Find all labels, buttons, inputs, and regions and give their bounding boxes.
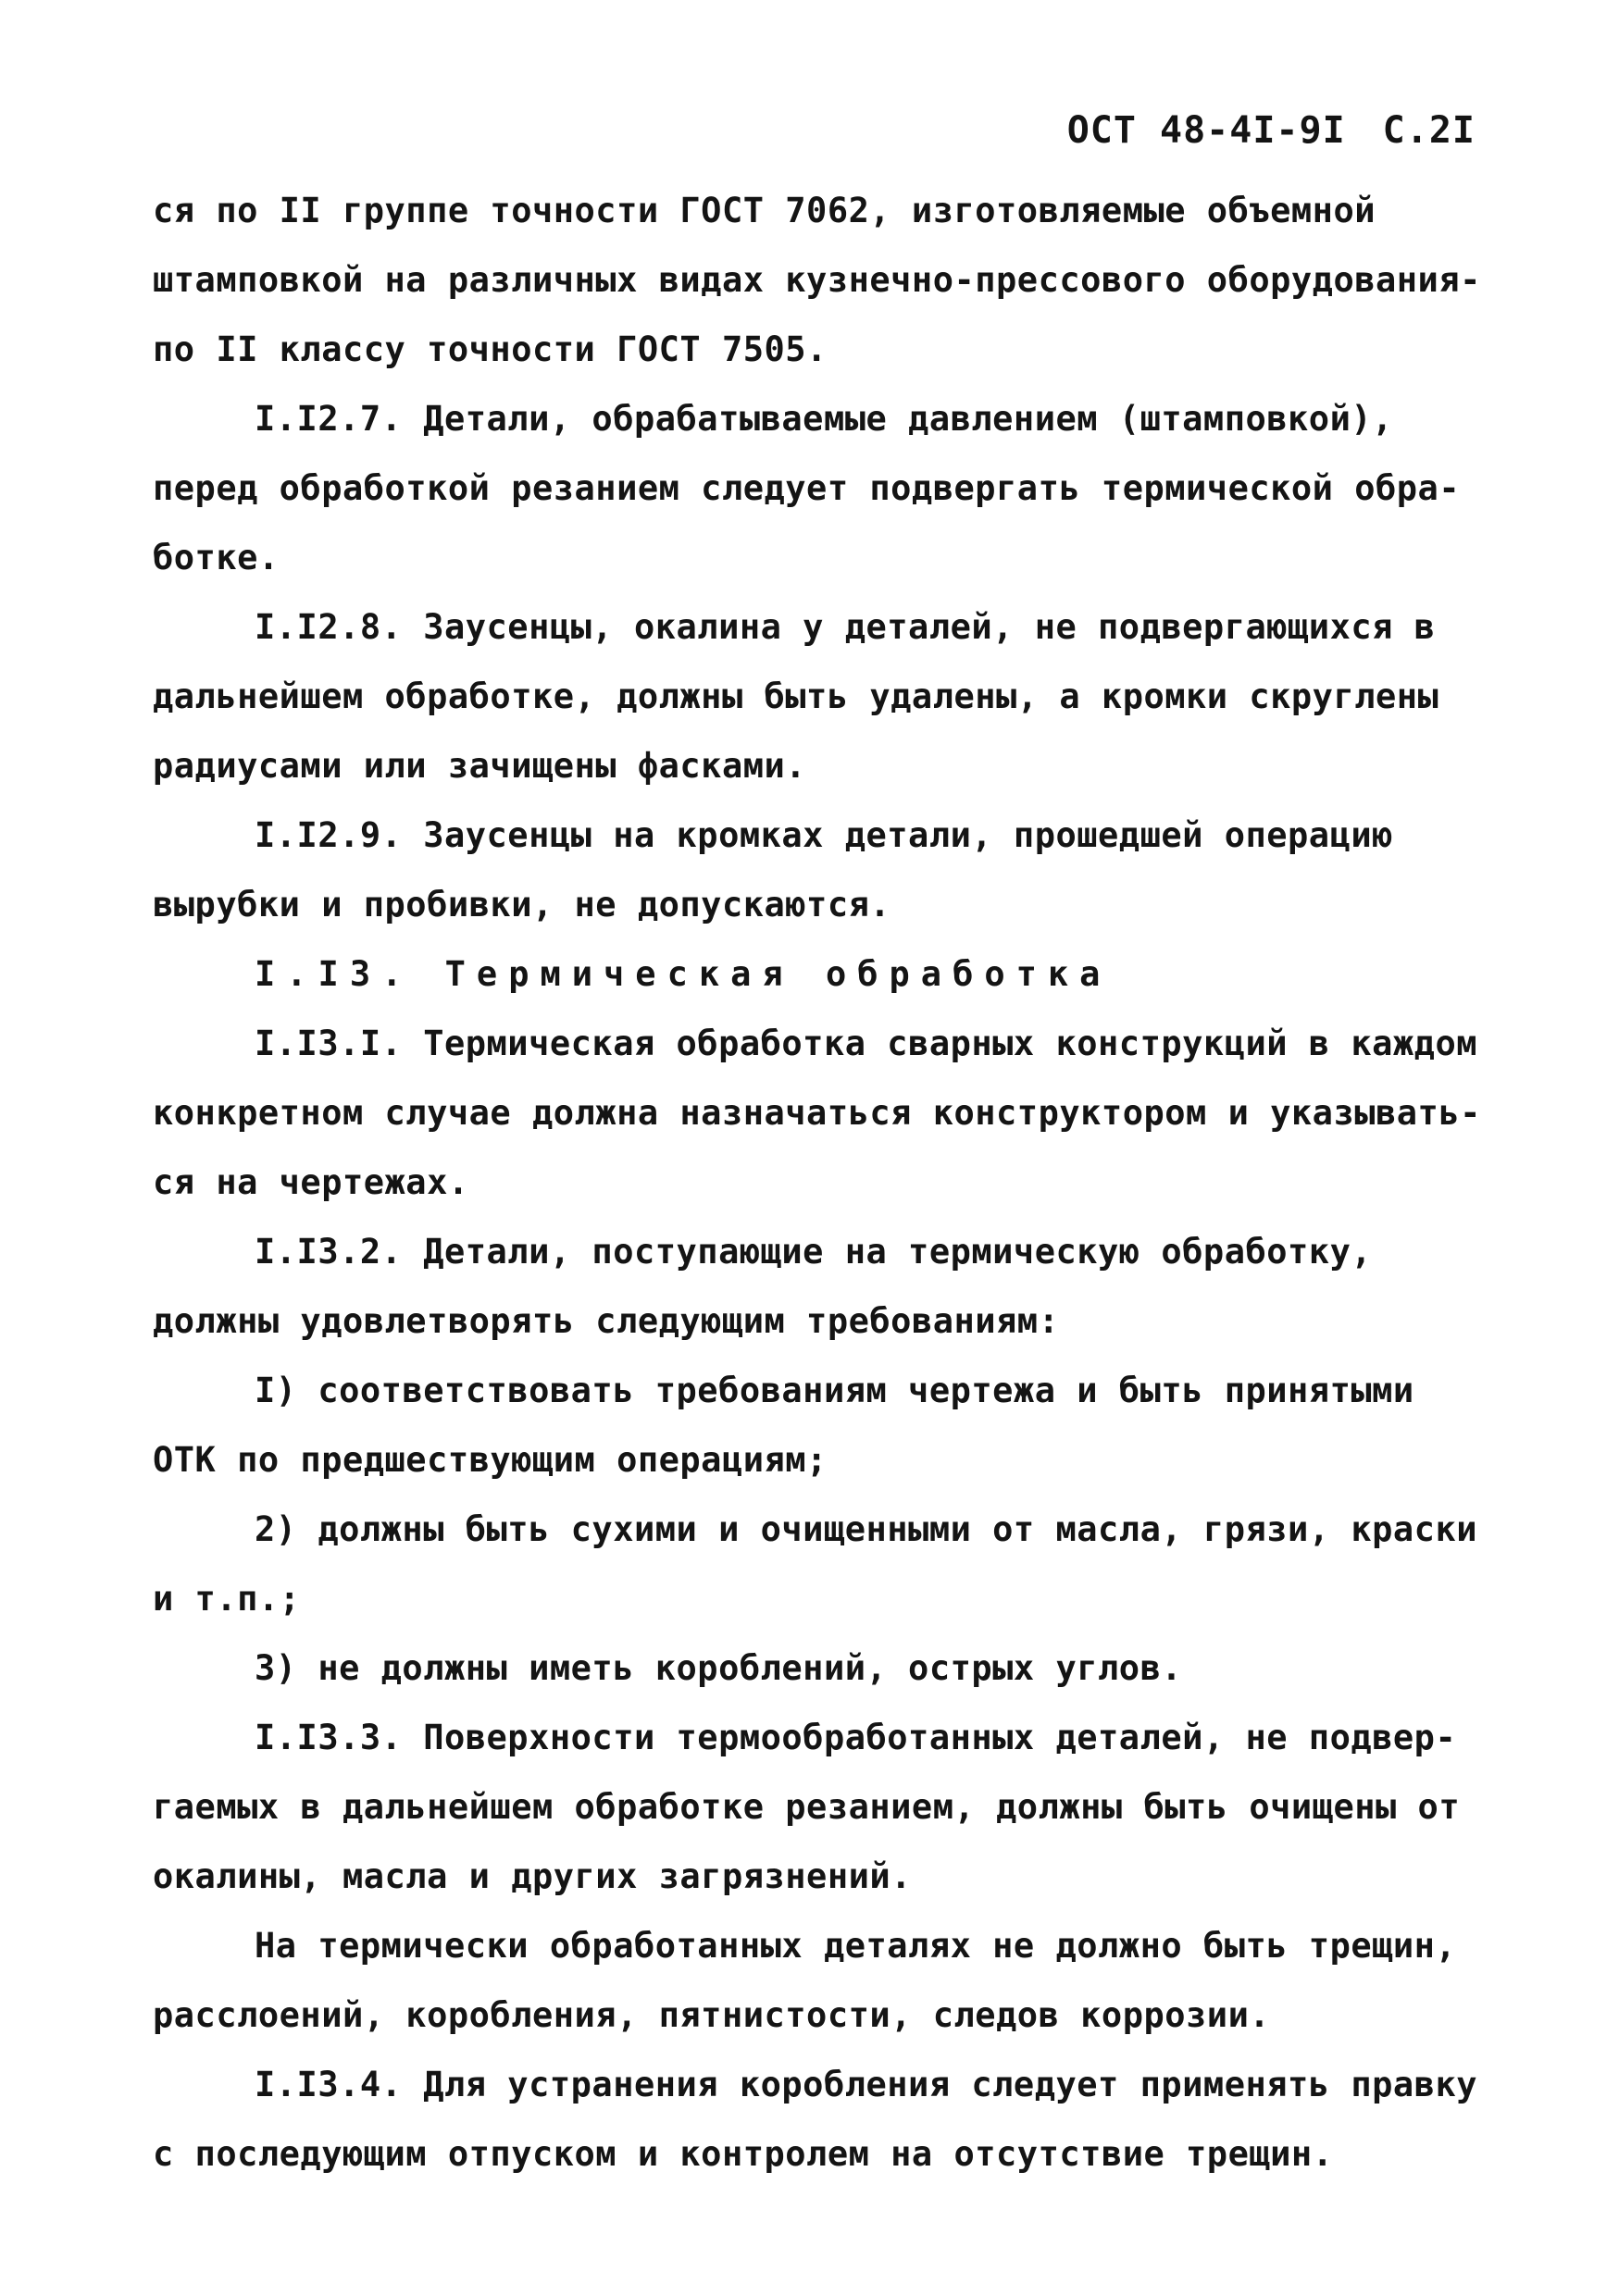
text-line: I.I3.4. Для устранения коробления следует применять правку	[255, 2065, 1478, 2104]
text-line: I.I2.7. Детали, обрабатываемые давлением (штамповкой),	[255, 399, 1393, 439]
text-line: окалины, масла и других загрязнений.	[153, 1856, 912, 1896]
text-line: I.I2.9. Заусенцы на кромках детали, прошедшей операцию	[255, 815, 1393, 855]
text-line: перед обработкой резанием следует подвергать термической обра-	[153, 468, 1461, 508]
text-line: дальнейшем обработке, должны быть удалены, а кромки скруглены	[153, 676, 1439, 716]
text-line: I.I3.3. Поверхности термообработанных деталей, не подвер-	[255, 1718, 1457, 1757]
document-code: ОСТ 48-4I-9I	[1066, 109, 1346, 152]
text-line: 2) должны быть сухими и очищенными от масла, грязи, краски	[255, 1509, 1478, 1549]
text-line: ОТК по предшествующим операциям;	[153, 1440, 828, 1480]
text-line: и т.п.;	[153, 1579, 301, 1619]
text-line: 3) не должны иметь короблений, острых углов.	[255, 1648, 1183, 1688]
text-line: гаемых в дальнейшем обработке резанием, должны быть очищены от	[153, 1787, 1461, 1827]
page-number: С.2I	[1382, 109, 1476, 152]
text-line: ся на чертежах.	[153, 1162, 469, 1202]
document-body	[153, 176, 1486, 2189]
text-line: с последующим отпуском и контролем на отсутствие трещин.	[153, 2134, 1334, 2174]
text-line: I) соответствовать требованиям чертежа и быть принятыми	[255, 1371, 1414, 1410]
text-line: I.I3.I. Термическая обработка сварных конструкций в каждом	[255, 1024, 1478, 1063]
text-line: I.I2.8. Заусенцы, окалина у деталей, не подвергающихся в	[255, 607, 1436, 647]
text-line: штамповкой на различных видах кузнечно-прессового оборудования-	[153, 260, 1481, 300]
text-line: должны удовлетворять следующим требованиям:	[153, 1301, 1060, 1341]
text-line: радиусами или зачищены фасками.	[153, 746, 807, 786]
text-line: I.I3.2. Детали, поступающие на термическую обработку,	[255, 1232, 1373, 1272]
text-line: по II классу точности ГОСТ 7505.	[153, 329, 828, 369]
text-line: конкретном случае должна назначаться конструктором и указывать-	[153, 1093, 1481, 1133]
text-line: На термически обработанных деталях не должно быть трещин,	[255, 1926, 1457, 1966]
page-header	[1067, 109, 1476, 152]
section-heading: I.I3. Термическая обработка	[255, 954, 1112, 994]
text-line: ся по II группе точности ГОСТ 7062, изготовляемые объемной	[153, 191, 1376, 230]
text-line: вырубки и пробивки, не допускаются.	[153, 885, 891, 925]
text-line: расслоений, коробления, пятнистости, следов коррозии.	[153, 1995, 1271, 2035]
text-line: ботке.	[153, 538, 280, 577]
